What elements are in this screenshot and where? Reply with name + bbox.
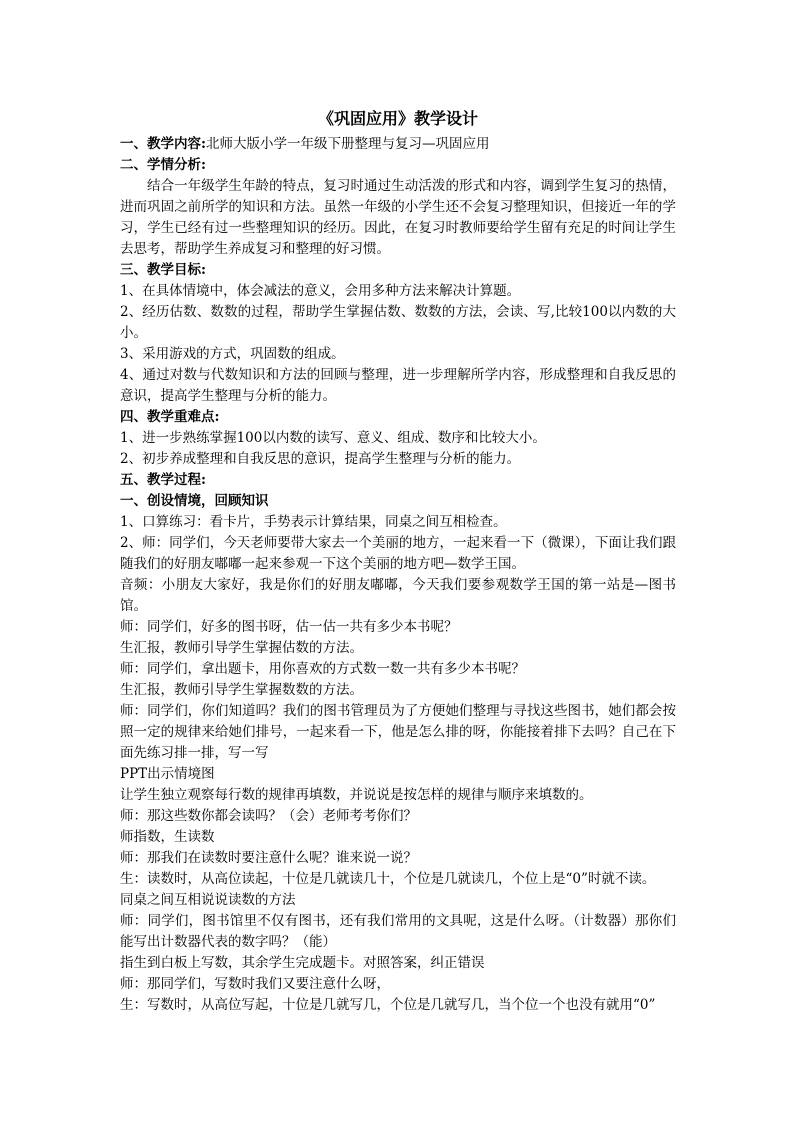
list-item: 3、采用游戏的方式，巩固数的组成。 [120, 346, 345, 362]
paragraph: 让学生独立观察每行数的规律再填数，并说说是按怎样的规律与顺序来填数的。 [120, 787, 593, 803]
section-heading: 五、教学过程: [120, 472, 206, 488]
paragraph: 师：那我们在读数时要注意什么呢？谁来说一说？ [120, 850, 417, 866]
paragraph: 师：同学们，你们知道吗？我们的图书管理员为了方便她们整理与寻找这些图书，她们都会按照一定的规律来给她们排号，一起来看一下，他是怎么排的呀，你能接着排下去吗？自己在下面先练习排一排，写一写 [120, 703, 676, 761]
paragraph: 师：同学们，拿出题卡，用你喜欢的方式数一数一共有多少本书呢？ [120, 661, 525, 677]
section-heading: 二、学情分析: [120, 157, 206, 173]
document-title: 《巩固应用》教学设计 [317, 109, 478, 128]
section-heading: 三、教学目标: [120, 262, 206, 278]
paragraph: 师：那这些数你都会读吗？（会）老师考考你们？ [120, 808, 417, 824]
paragraph: 同桌之间互相说说读数的方法 [120, 892, 296, 908]
paragraph: 1、口算练习：看卡片，手势表示计算结果，同桌之间互相检查。 [120, 514, 507, 530]
paragraph: 2、师：同学们，今天老师要带大家去一个美丽的地方，一起来看一下（微课），下面让我们跟随我们的好朋友嘟嘟一起来参观一下这个美丽的地方吧—数学王国。 [120, 535, 676, 572]
list-item: 2、初步养成整理和自我反思的意识，提高学生整理与分析的能力。 [120, 451, 521, 467]
list-item: 4、通过对数与代数知识和方法的回顾与整理，进一步理解所学内容，形成整理和自我反思的意识，提高学生整理与分析的能力。 [120, 367, 676, 404]
paragraph: 指生到白板上写数，其余学生完成题卡。对照答案，纠正错误 [120, 955, 485, 971]
section-text: 北师大版小学一年级下册整理与复习—巩固应用 [205, 136, 490, 152]
section-teaching-content [120, 134, 676, 155]
paragraph: PPT出示情境图 [120, 766, 215, 782]
list-item: 1、进一步熟练掌握100以内数的读写、意义、组成、数序和比较大小。 [120, 430, 546, 446]
list-item: 1、在具体情境中，体会减法的意义，会用多种方法来解决计算题。 [120, 283, 521, 299]
paragraph: 生汇报，教师引导学生掌握数数的方法。 [120, 682, 363, 698]
document-body [120, 104, 676, 1016]
paragraph: 生：读数时，从高位读起，十位是几就读几十，个位是几就读几，个位上是“0”时就不读。 [120, 871, 656, 887]
paragraph: 结合一年级学生年龄的特点，复习时通过生动活泼的形式和内容，调到学生复习的热情，进而巩固之前所学的知识和方法。虽然一年级的小学生还不会复习整理知识，但接近一年的学习，学生已经有过一些整理知识的经历。因此，在复习时教师要给学生留有充足的时间让学生去思考，帮助学生养成复习和整理的好习惯。 [120, 178, 676, 257]
paragraph: 生汇报，教师引导学生掌握估数的方法。 [120, 640, 363, 656]
paragraph: 音频：小朋友大家好，我是你们的好朋友嘟嘟，今天我们要参观数学王国的第一站是—图书馆。 [120, 577, 676, 614]
paragraph: 师：那同学们，写数时我们又要注意什么呀， [120, 976, 390, 992]
section-heading: 一、教学内容: [120, 136, 206, 152]
paragraph: 生：写数时，从高位写起，十位是几就写几，个位是几就写几，当个位一个也没有就用“0” [120, 997, 656, 1013]
subsection-heading: 一、创设情境，回顾知识 [120, 493, 269, 509]
paragraph: 师：同学们，图书馆里不仅有图书，还有我们常用的文具呢，这是什么呀。（计数器）那你们能写出计数器代表的数字吗？（能） [120, 913, 676, 950]
paragraph: 师：同学们，好多的图书呀，估一估一共有多少本书呢？ [120, 619, 458, 635]
paragraph: 师指数，生读数 [120, 829, 215, 845]
section-heading: 四、教学重难点: [120, 409, 220, 425]
list-item: 2、经历估数、数数的过程，帮助学生掌握估数、数数的方法，会读、写,比较100以内数的大小。 [120, 304, 676, 341]
